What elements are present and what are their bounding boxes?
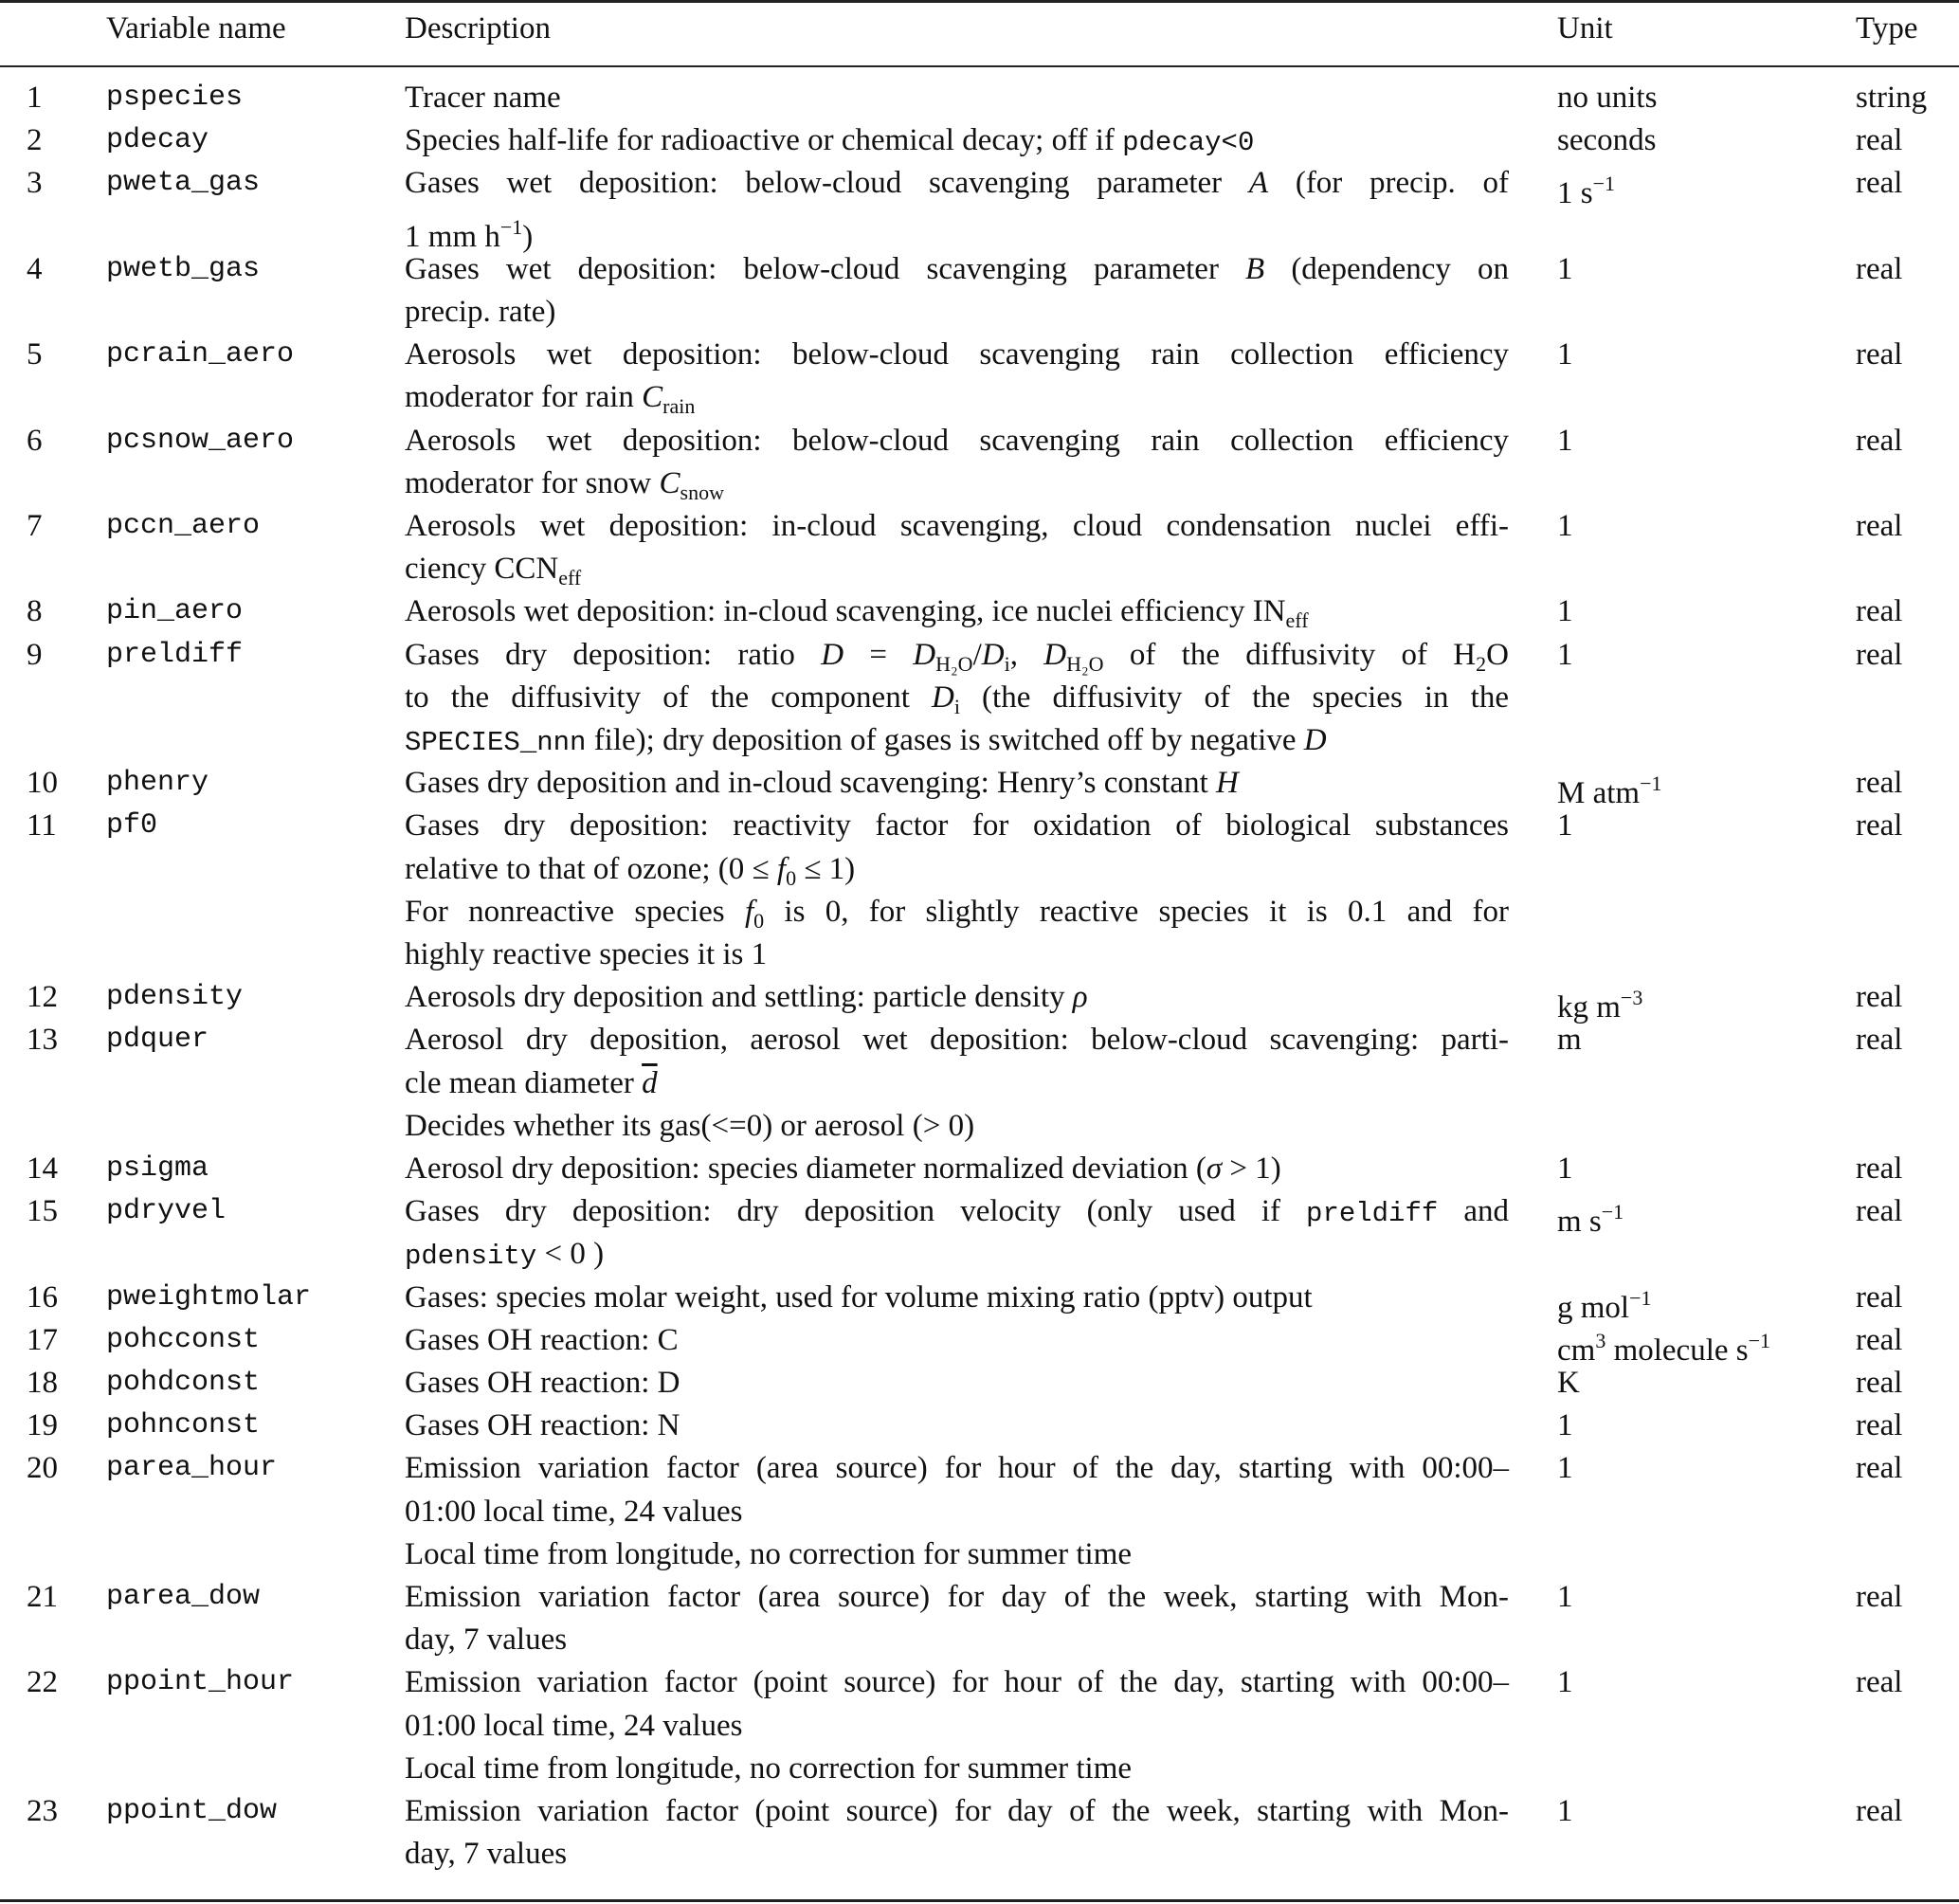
text-segment: D [981, 637, 1005, 672]
unit [1557, 1447, 1573, 1490]
text-segment: −1 [1748, 1328, 1771, 1352]
variable-name: pdecay [106, 124, 209, 157]
description-line [405, 334, 1509, 376]
description-line [405, 1019, 1509, 1061]
description-line [405, 1447, 1509, 1490]
unit [1557, 1576, 1573, 1619]
type: real [1856, 337, 1903, 372]
row-number: 13 [27, 1023, 58, 1058]
text-segment: , [1009, 637, 1044, 672]
unit [1557, 119, 1656, 162]
text-segment: D [1303, 722, 1327, 757]
description-line [405, 590, 1509, 633]
text-segment: −1 [1592, 172, 1616, 196]
row-number: 11 [27, 808, 57, 843]
description-line [405, 77, 1509, 119]
description [405, 590, 1509, 633]
variable-name: ppoint_hour [106, 1666, 295, 1699]
description [405, 1790, 1509, 1876]
text-segment: −1 [1640, 771, 1662, 796]
text-segment: 1 [1557, 1665, 1573, 1700]
variable-name: pohcconst [106, 1323, 261, 1356]
text-segment: Decides whether its gas(<=0) or aerosol (> 0) [405, 1108, 975, 1143]
text-segment: ) [522, 219, 534, 254]
description-line [405, 1661, 1509, 1704]
type: real [1856, 166, 1903, 201]
description [405, 1447, 1509, 1576]
text-segment: 1 [1557, 1408, 1573, 1443]
type: real [1856, 123, 1903, 158]
unit [1557, 1362, 1580, 1405]
description-line [405, 376, 1509, 419]
description-line [405, 934, 1509, 976]
text-segment: B [1245, 251, 1265, 286]
description [405, 1019, 1509, 1148]
text-segment: 1 [1557, 251, 1573, 286]
text-segment: Tracer name [405, 81, 561, 115]
text-segment: Emission variation factor (point source) for day of the week, starting with Mon- [405, 1794, 1509, 1828]
unit [1557, 1405, 1573, 1447]
text-segment: Aerosols wet deposition: below-cloud scavenging rain collection efficiency [405, 423, 1509, 458]
row-number: 6 [27, 423, 43, 458]
header-variable-name: Variable name [106, 11, 286, 45]
text-segment: molecule s [1605, 1333, 1749, 1368]
text-segment: and [1438, 1194, 1509, 1229]
text-segment: K [1557, 1366, 1580, 1400]
description-line [405, 1319, 1509, 1362]
text-segment: Species half-life for radioactive or chemical decay; off if [405, 123, 1123, 158]
row-number: 9 [27, 637, 43, 672]
text-segment: 1 [1557, 337, 1573, 372]
description-line [405, 462, 1509, 505]
description-line [405, 206, 1509, 254]
variable-name: pohnconst [106, 1409, 261, 1442]
text-segment: / [972, 637, 982, 672]
text-segment: i [1004, 651, 1010, 676]
text-segment: m [1557, 1023, 1582, 1058]
type: real [1856, 509, 1903, 543]
text-segment: 1 [1557, 509, 1573, 543]
text-segment: ≤ 1) [796, 851, 856, 886]
text-segment: M atm [1557, 776, 1641, 811]
text-segment: 01:00 local time, 24 values [405, 1494, 743, 1529]
text-segment: day, 7 values [405, 1623, 568, 1658]
description-line [405, 420, 1509, 462]
text-segment: 1 mm h [405, 219, 500, 254]
description-line [405, 162, 1509, 205]
unit [1557, 1148, 1573, 1190]
text-segment: 0 [753, 908, 765, 933]
text-segment: σ [1206, 1151, 1223, 1186]
header-description: Description [405, 11, 551, 45]
text-segment: 1 [1557, 594, 1573, 629]
row-number: 21 [27, 1580, 58, 1614]
description [405, 1148, 1509, 1190]
variable-name: pin_aero [106, 595, 244, 628]
description [405, 1405, 1509, 1447]
description-line [405, 762, 1509, 805]
text-segment: ciency CCN [405, 552, 559, 587]
variable-name: pf0 [106, 809, 158, 843]
text-segment: rain [662, 394, 696, 419]
unit [1557, 634, 1573, 677]
text-segment: day, 7 values [405, 1837, 568, 1872]
text-segment: cle mean diameter [405, 1065, 643, 1100]
text-segment: −1 [1629, 1285, 1652, 1310]
text-segment: −3 [1620, 986, 1643, 1010]
text-segment: 1 [1557, 1794, 1573, 1828]
row-number: 17 [27, 1322, 58, 1357]
description-line [405, 1619, 1509, 1661]
variable-name: pweta_gas [106, 167, 261, 200]
description [405, 119, 1509, 162]
unit [1557, 77, 1657, 119]
text-segment: 1 [1557, 423, 1573, 458]
variable-name: pcrain_aero [106, 338, 295, 372]
type: real [1856, 1451, 1903, 1486]
text-segment: D [821, 637, 844, 672]
row-number: 1 [27, 81, 43, 115]
text-segment: D [1043, 637, 1067, 672]
row-number: 23 [27, 1794, 58, 1828]
text-segment: Aerosol dry deposition: species diameter normalized deviation ( [405, 1151, 1206, 1186]
text-segment: D [913, 637, 936, 672]
variable-name: parea_dow [106, 1581, 261, 1613]
text-segment: C [642, 380, 663, 415]
description-line [405, 1833, 1509, 1876]
text-segment: (the diffusivity of the species in the [959, 680, 1509, 715]
description-line [405, 1362, 1509, 1405]
header-unit: Unit [1557, 11, 1613, 45]
variable-name: pwetb_gas [106, 252, 261, 285]
description [405, 420, 1509, 505]
text-segment: C [659, 465, 680, 500]
variable-name: pspecies [106, 82, 244, 114]
type: real [1856, 637, 1903, 672]
unit [1557, 334, 1573, 376]
description [405, 77, 1509, 119]
variable-name: preldiff [106, 638, 244, 671]
table-bottom-rule [0, 1899, 1959, 1902]
description-line [405, 677, 1509, 719]
text-segment: For nonreactive species [405, 894, 745, 929]
variable-name: pohdconst [106, 1367, 261, 1399]
description [405, 634, 1509, 763]
type: string [1856, 81, 1928, 115]
row-number: 8 [27, 594, 43, 629]
description [405, 248, 1509, 334]
type: real [1856, 1194, 1903, 1229]
description-line [405, 1233, 1509, 1276]
description [405, 1576, 1509, 1661]
unit [1557, 1790, 1573, 1833]
row-number: 7 [27, 509, 43, 543]
row-number: 5 [27, 337, 43, 372]
description [405, 762, 1509, 805]
text-segment: D [931, 680, 954, 715]
text-segment: 1 [1557, 1451, 1573, 1486]
description [405, 1190, 1509, 1276]
description-line [405, 1748, 1509, 1790]
text-segment: Aerosols wet deposition: below-cloud scavenging rain collection efficiency [405, 337, 1509, 372]
row-number: 3 [27, 166, 43, 201]
text-segment: 1 [1557, 637, 1573, 672]
variable-name: pccn_aero [106, 510, 261, 542]
text-segment: pdecay<0 [1122, 127, 1255, 159]
text-segment: (for precip. of [1268, 166, 1509, 201]
text-segment: 1 s [1557, 176, 1593, 211]
description [405, 505, 1509, 590]
text-segment: precip. rate) [405, 294, 556, 329]
description-line [405, 1190, 1509, 1233]
row-number: 15 [27, 1194, 58, 1229]
text-segment: −1 [499, 214, 523, 239]
text-segment: Gases dry deposition: ratio [405, 637, 822, 672]
text-segment: highly reactive species it is 1 [405, 936, 768, 971]
row-number: 2 [27, 123, 43, 158]
row-number: 18 [27, 1366, 58, 1400]
type: real [1856, 251, 1903, 286]
text-segment: = [843, 637, 914, 672]
text-segment: 01:00 local time, 24 values [405, 1708, 743, 1743]
text-segment: Gases OH reaction: D [405, 1366, 680, 1400]
text-segment: Gases dry deposition: reactivity factor for oxidation of biological substances [405, 808, 1509, 843]
description-line [405, 1405, 1509, 1447]
type: real [1856, 1023, 1903, 1058]
type: real [1856, 1794, 1903, 1828]
text-segment: moderator for rain [405, 380, 643, 415]
description-line [405, 1705, 1509, 1748]
description-line [405, 248, 1509, 291]
text-segment: Emission variation factor (area source) for hour of the day, starting with 00:00– [405, 1451, 1509, 1486]
text-segment: Emission variation factor (point source) for hour of the day, starting with 00:00– [405, 1665, 1509, 1700]
description-line [405, 719, 1509, 762]
description-line [405, 505, 1509, 548]
description-line [405, 291, 1509, 334]
description [405, 1362, 1509, 1405]
description-line [405, 891, 1509, 934]
text-segment: no units [1557, 81, 1658, 115]
variable-name: parea_hour [106, 1452, 278, 1485]
text-segment: A [1248, 166, 1269, 201]
type: real [1856, 980, 1903, 1015]
text-segment: of the diffusivity of H [1103, 637, 1477, 672]
type: real [1856, 766, 1903, 801]
unit [1557, 762, 1662, 815]
variable-name: pdquer [106, 1024, 209, 1057]
row-number: 19 [27, 1408, 58, 1443]
text-segment: H [1216, 766, 1239, 801]
description [405, 1661, 1509, 1790]
text-segment: H₂O [1066, 651, 1104, 676]
table-header-rule [0, 65, 1959, 67]
description-line [405, 548, 1509, 590]
table-top-rule [0, 0, 1959, 3]
text-segment: seconds [1557, 123, 1657, 158]
type: real [1856, 808, 1903, 843]
type: real [1856, 594, 1903, 629]
unit [1557, 590, 1573, 633]
type: real [1856, 1580, 1903, 1614]
variable-name: pdryvel [106, 1195, 227, 1228]
text-segment: kg m [1557, 990, 1621, 1025]
description [405, 1319, 1509, 1362]
text-segment: < 0 ) [536, 1237, 605, 1272]
variable-name: psigma [106, 1152, 209, 1185]
variable-name: phenry [106, 767, 209, 800]
row-number: 20 [27, 1451, 58, 1486]
row-number: 4 [27, 251, 43, 286]
text-segment: SPECIES_nnn [405, 726, 587, 758]
text-segment: 1 [1557, 808, 1573, 843]
unit [1557, 1661, 1573, 1704]
type: real [1856, 1151, 1903, 1186]
text-segment: 2 [1476, 651, 1487, 676]
text-segment: $\overline{d}$ [642, 1065, 658, 1100]
unit [1557, 1019, 1582, 1061]
text-segment: Aerosols dry deposition and settling: particle density [405, 980, 1073, 1015]
type: real [1856, 1408, 1903, 1443]
text-segment: cm [1557, 1333, 1596, 1368]
text-segment: Aerosol dry deposition, aerosol wet deposition: below-cloud scavenging: parti- [405, 1023, 1509, 1058]
description-line [405, 1790, 1509, 1833]
row-number: 12 [27, 980, 58, 1015]
text-segment: O [1486, 637, 1509, 672]
unit [1557, 1319, 1770, 1372]
description-line [405, 119, 1509, 162]
text-segment: snow [680, 480, 724, 504]
description-line [405, 1105, 1509, 1148]
text-segment: file); dry deposition of gases is switched off by negative [586, 722, 1304, 757]
description [405, 334, 1509, 419]
type: real [1856, 423, 1903, 458]
description-line [405, 634, 1509, 677]
text-segment: 1 [1557, 1580, 1573, 1614]
description-line [405, 805, 1509, 847]
description [405, 976, 1509, 1019]
text-segment: (dependency on [1264, 251, 1509, 286]
text-segment: ρ [1072, 980, 1088, 1015]
variable-name: ppoint_dow [106, 1795, 278, 1827]
text-segment: relative to that of ozone; (0 ≤ [405, 851, 777, 886]
unit [1557, 420, 1573, 462]
text-segment: to the diffusivity of the component [405, 680, 932, 715]
description-line [405, 1491, 1509, 1533]
row-number: 22 [27, 1665, 58, 1700]
unit [1557, 505, 1573, 548]
variable-name: pcsnow_aero [106, 424, 295, 457]
text-segment: Gases dry deposition and in-cloud scavenging: Henry’s constant [405, 766, 1216, 801]
text-segment: Gases dry deposition: dry deposition velocity (only used if [405, 1194, 1307, 1229]
text-segment: Aerosols wet deposition: in-cloud scavenging, ice nuclei efficiency IN [405, 594, 1286, 629]
text-segment: H₂O [935, 651, 973, 676]
text-segment: Gases wet deposition: below-cloud scavenging parameter [405, 166, 1249, 201]
description-line [405, 1062, 1509, 1105]
row-number: 10 [27, 766, 58, 801]
type: real [1856, 1665, 1903, 1700]
text-segment: Gases OH reaction: C [405, 1322, 679, 1357]
text-segment: g mol [1557, 1290, 1630, 1325]
text-segment: Aerosols wet deposition: in-cloud scavenging, cloud condensation nuclei effi- [405, 509, 1509, 543]
row-number: 16 [27, 1279, 58, 1315]
text-segment: −1 [1601, 1200, 1624, 1224]
row-number: 14 [27, 1151, 58, 1186]
text-segment: 0 [786, 865, 797, 890]
header-type: Type [1856, 11, 1918, 45]
text-segment: Local time from longitude, no correction for summer time [405, 1750, 1133, 1786]
description-line [405, 848, 1509, 891]
text-segment: Gases: species molar weight, used for volume mixing ratio (pptv) output [405, 1279, 1313, 1315]
text-segment: is 0, for slightly reactive species it is 0.1 and for [764, 894, 1510, 929]
text-segment: Local time from longitude, no correction for summer time [405, 1536, 1133, 1571]
text-segment: eff [1285, 608, 1309, 633]
variable-name: pdensity [106, 981, 244, 1014]
type: real [1856, 1366, 1903, 1400]
description [405, 1277, 1509, 1319]
unit [1557, 805, 1573, 847]
text-segment: pdensity [405, 1241, 537, 1273]
unit [1557, 1190, 1623, 1243]
variable-name: pweightmolar [106, 1280, 312, 1314]
type: real [1856, 1279, 1903, 1315]
description [405, 805, 1509, 976]
text-segment: preldiff [1306, 1198, 1439, 1230]
text-segment: i [953, 694, 960, 718]
description-line [405, 1277, 1509, 1319]
text-segment: > 1) [1222, 1151, 1281, 1186]
description-line [405, 1533, 1509, 1576]
text-segment: Gases OH reaction: N [405, 1408, 680, 1443]
unit [1557, 248, 1573, 291]
text-segment: Emission variation factor (area source) for day of the week, starting with Mon- [405, 1580, 1509, 1614]
text-segment: f [744, 894, 754, 929]
text-segment: Gases wet deposition: below-cloud scavenging parameter [405, 251, 1246, 286]
unit [1557, 162, 1615, 215]
text-segment: eff [558, 566, 582, 590]
description-line [405, 1148, 1509, 1190]
description-line [405, 1576, 1509, 1619]
type: real [1856, 1322, 1903, 1357]
description-line [405, 976, 1509, 1019]
description [405, 162, 1509, 254]
text-segment: moderator for snow [405, 465, 660, 500]
text-segment: m s [1557, 1205, 1602, 1240]
text-segment: 1 [1557, 1151, 1573, 1186]
text-segment: f [776, 851, 787, 886]
text-segment: 3 [1595, 1328, 1606, 1352]
